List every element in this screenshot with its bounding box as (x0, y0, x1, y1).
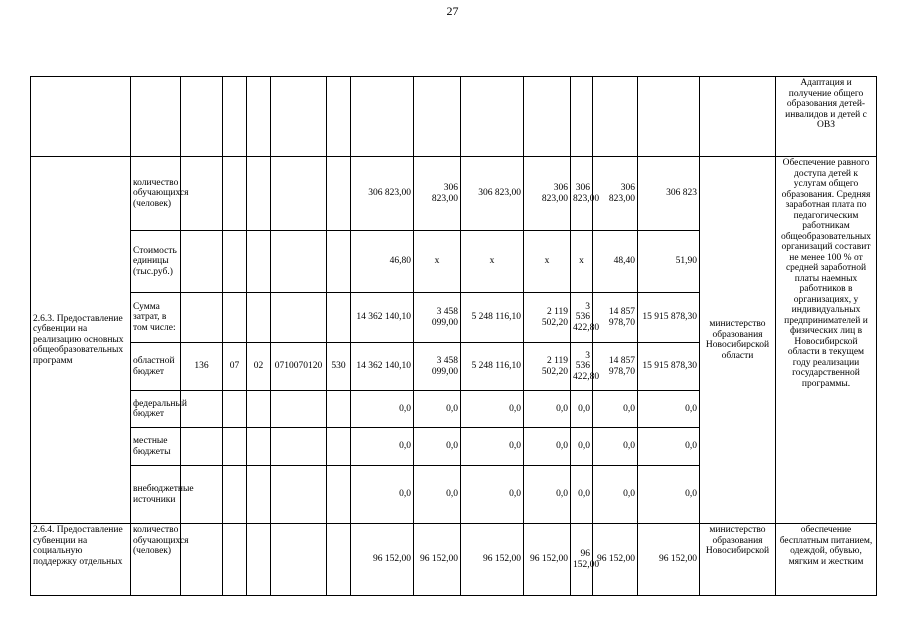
value-cell: 0,0 (593, 428, 638, 466)
indicator-label: Сумма затрат, в том числе: (131, 293, 181, 343)
value-cell: 306 823 (638, 157, 700, 231)
table-row (31, 157, 877, 231)
value-cell: 5 248 116,10 (461, 293, 524, 343)
value-cell: 3 536 422,80 (571, 343, 593, 391)
value-cell: 96 152,00 (593, 524, 638, 596)
executor-cell: министерство образования Новосибирской (700, 524, 776, 596)
csr-cell: 0710070120 (271, 343, 327, 391)
indicator-label: Стоимость единицы (тыс.руб.) (131, 231, 181, 293)
pr-cell (247, 391, 271, 428)
measure-name: 2.6.4. Предоставление субвенции на социальную поддержку отдельных (31, 524, 131, 596)
value-cell: 0,0 (461, 466, 524, 524)
value-cell: х (414, 231, 461, 293)
value-cell: 0,0 (351, 466, 414, 524)
value-cell: 0,0 (638, 466, 700, 524)
grbs-cell: 136 (181, 343, 223, 391)
grbs-cell (181, 231, 223, 293)
value-cell: 51,90 (638, 231, 700, 293)
rz-cell (223, 293, 247, 343)
value-cell: 0,0 (414, 391, 461, 428)
value-cell: 96 152,00 (351, 524, 414, 596)
vr-cell (327, 157, 351, 231)
value-cell: х (461, 231, 524, 293)
vr-cell (327, 428, 351, 466)
csr-cell (271, 466, 327, 524)
grbs-cell (181, 466, 223, 524)
grbs-cell (181, 428, 223, 466)
table-row (31, 524, 877, 596)
value-cell: 96 152,00 (461, 524, 524, 596)
value-cell: 3 458 099,00 (414, 343, 461, 391)
value-cell: 0,0 (593, 466, 638, 524)
value-cell: 96 152,00 (414, 524, 461, 596)
csr-cell (271, 428, 327, 466)
value-cell: 2 119 502,20 (524, 293, 571, 343)
value-cell: 46,80 (351, 231, 414, 293)
indicator-label: внебюджетные источники (131, 466, 181, 524)
value-cell: 48,40 (593, 231, 638, 293)
table-row (31, 77, 877, 157)
value-cell: 306 823,00 (461, 157, 524, 231)
pr-cell (247, 428, 271, 466)
value-cell: 306 823,00 (414, 157, 461, 231)
value-cell: 0,0 (571, 428, 593, 466)
value-cell: 0,0 (524, 391, 571, 428)
value-cell: 0,0 (524, 466, 571, 524)
csr-cell (271, 293, 327, 343)
indicator-label: количество обучающихся (человек) (131, 157, 181, 231)
program-table (30, 76, 877, 596)
vr-cell (327, 293, 351, 343)
value-cell: 0,0 (414, 428, 461, 466)
value-cell: 3 458 099,00 (414, 293, 461, 343)
value-cell: 306 823,00 (351, 157, 414, 231)
value-cell: 0,0 (571, 466, 593, 524)
value-cell: х (571, 231, 593, 293)
pr-cell: 02 (247, 343, 271, 391)
result-cell: обеспечение бесплатным питанием, одеждой, обувью, мягким и жестким (776, 524, 877, 596)
value-cell: 0,0 (461, 428, 524, 466)
vr-cell: 530 (327, 343, 351, 391)
rz-cell (223, 231, 247, 293)
rz-cell (223, 157, 247, 231)
value-cell: 96 152,00 (638, 524, 700, 596)
value-cell: 306 823,00 (524, 157, 571, 231)
indicator-label: федеральный бюджет (131, 391, 181, 428)
measure-name: 2.6.3. Предоставление субвенции на реализацию основных общеобразовательных программ (31, 157, 131, 524)
value-cell: 306 823,00 (593, 157, 638, 231)
csr-cell (271, 157, 327, 231)
rz-cell: 07 (223, 343, 247, 391)
value-cell: 0,0 (571, 391, 593, 428)
value-cell: 14 362 140,10 (351, 343, 414, 391)
value-cell: 96 152,00 (524, 524, 571, 596)
value-cell: 0,0 (638, 428, 700, 466)
value-cell: 2 119 502,20 (524, 343, 571, 391)
grbs-cell (181, 293, 223, 343)
vr-cell (327, 466, 351, 524)
pr-cell (247, 466, 271, 524)
vr-cell (327, 391, 351, 428)
rz-cell (223, 428, 247, 466)
value-cell: 15 915 878,30 (638, 343, 700, 391)
value-cell: 0,0 (524, 428, 571, 466)
value-cell: 0,0 (593, 391, 638, 428)
vr-cell (327, 231, 351, 293)
value-cell: 14 857 978,70 (593, 343, 638, 391)
value-cell: 96 152,00 (571, 524, 593, 596)
pr-cell (247, 293, 271, 343)
page-number: 27 (446, 4, 459, 18)
csr-cell (271, 231, 327, 293)
pr-cell (247, 157, 271, 231)
rz-cell (223, 391, 247, 428)
value-cell: 306 823,00 (571, 157, 593, 231)
value-cell: 0,0 (638, 391, 700, 428)
value-cell: 0,0 (461, 391, 524, 428)
value-cell: 3 536 422,80 (571, 293, 593, 343)
value-cell: 14 857 978,70 (593, 293, 638, 343)
indicator-label: местные бюджеты (131, 428, 181, 466)
value-cell: 15 915 878,30 (638, 293, 700, 343)
result-cell: Обеспечение равного доступа детей к услугам общего образования. Средняя заработная плата по педагогическим работникам общеобразовательных организаций составит не менее 100 % от средней заработной платы наемных работников в организациях, у индивидуальных предпринимателей и физических лиц в Новосибирской области в текущем году реализации государственной программы. (776, 157, 877, 524)
goal-cell: Адаптация и получение общего образования детей-инвалидов и детей с ОВЗ (776, 77, 877, 157)
value-cell: 0,0 (414, 466, 461, 524)
rz-cell (223, 466, 247, 524)
indicator-label: количество обучающихся (человек) (131, 524, 181, 596)
value-cell: 14 362 140,10 (351, 293, 414, 343)
value-cell: 0,0 (351, 391, 414, 428)
grbs-cell (181, 391, 223, 428)
executor-cell: министерство образования Новосибирской области (700, 157, 776, 524)
value-cell: 0,0 (351, 428, 414, 466)
csr-cell (271, 391, 327, 428)
indicator-label: областной бюджет (131, 343, 181, 391)
pr-cell (247, 231, 271, 293)
value-cell: 5 248 116,10 (461, 343, 524, 391)
value-cell: х (524, 231, 571, 293)
